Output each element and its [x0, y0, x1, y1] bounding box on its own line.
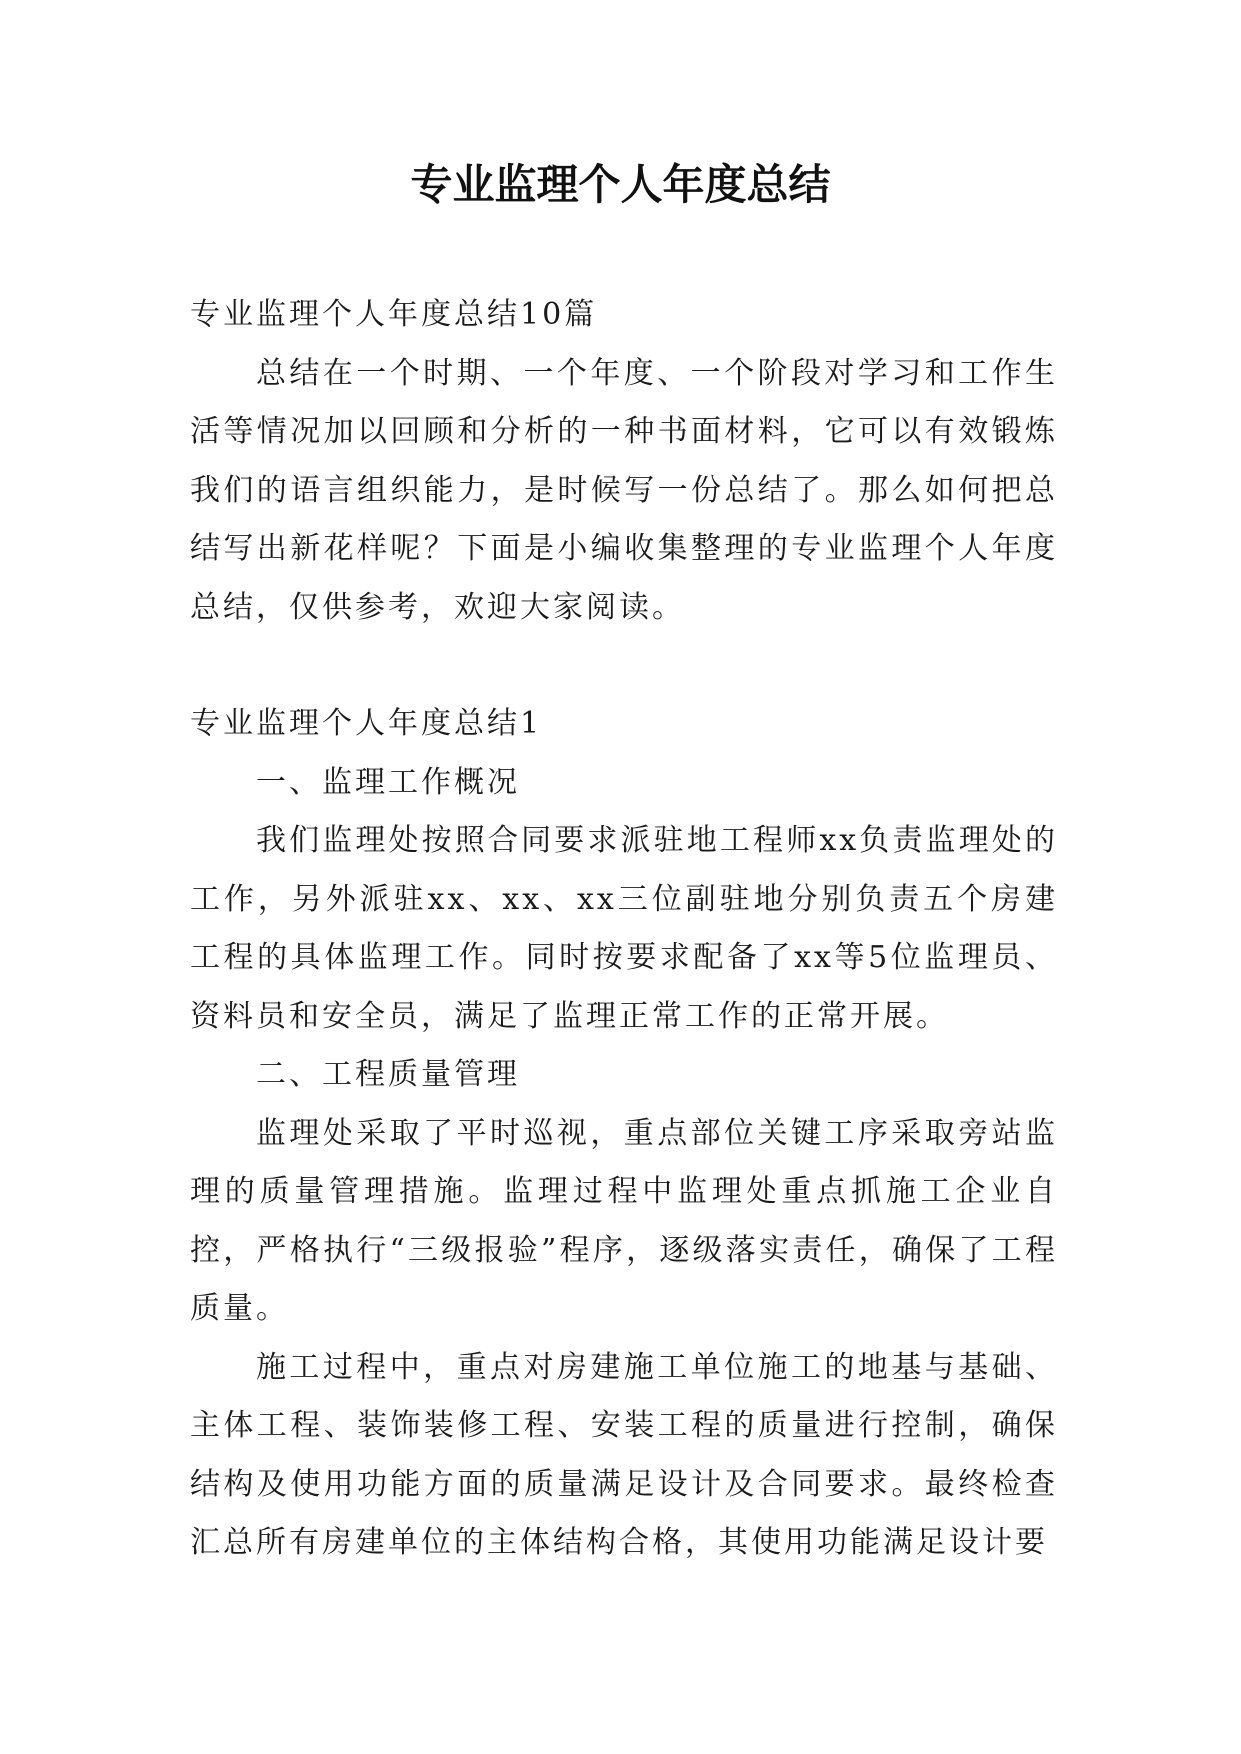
intro-paragraph: 总结在一个时期、一个年度、一个阶段对学习和工作生活等情况加以回顾和分析的一种书面材料，它可以有效锻炼我们的语言组织能力，是时候写一份总结了。那么如何把总结写出新花样呢？下面是小编收集整理的专业监理个人年度总结，仅供参考，欢迎大家阅读。: [190, 355, 1058, 625]
paragraph-quality-measures: 监理处采取了平时巡视，重点部位关键工序采取旁站监理的质量管理措施。监理过程中监理处重点抓施工企业自控，严格执行“三级报验”程序，逐级落实责任，确保了工程质量。: [190, 1115, 1058, 1326]
document-title: 专业监理个人年度总结: [410, 160, 831, 209]
summary-subtitle: 专业监理个人年度总结10篇: [190, 297, 598, 332]
paragraph-staffing: 我们监理处按照合同要求派驻地工程师xx负责监理处的工作，另外派驻xx、xx、xx三位副驻地分别负责五个房建工程的具体监理工作。同时按要求配备了xx等5位监理员、资料员和安全员，满足了监理正常工作的正常开展。: [190, 823, 1058, 1034]
section-heading-1: 专业监理个人年度总结1: [190, 706, 543, 741]
document-body: [190, 286, 1058, 1573]
subheading-quality: 二、工程质量管理: [256, 1057, 520, 1092]
subheading-overview: 一、监理工作概况: [256, 764, 520, 800]
paragraph-construction-control: 施工过程中，重点对房建施工单位施工的地基与基础、主体工程、装饰装修工程、安装工程的质量进行控制，确保结构及使用功能方面的质量满足设计及合同要求。最终检查汇总所有房建单位的主体结构合格，其使用功能满足设计要: [190, 1349, 1058, 1560]
